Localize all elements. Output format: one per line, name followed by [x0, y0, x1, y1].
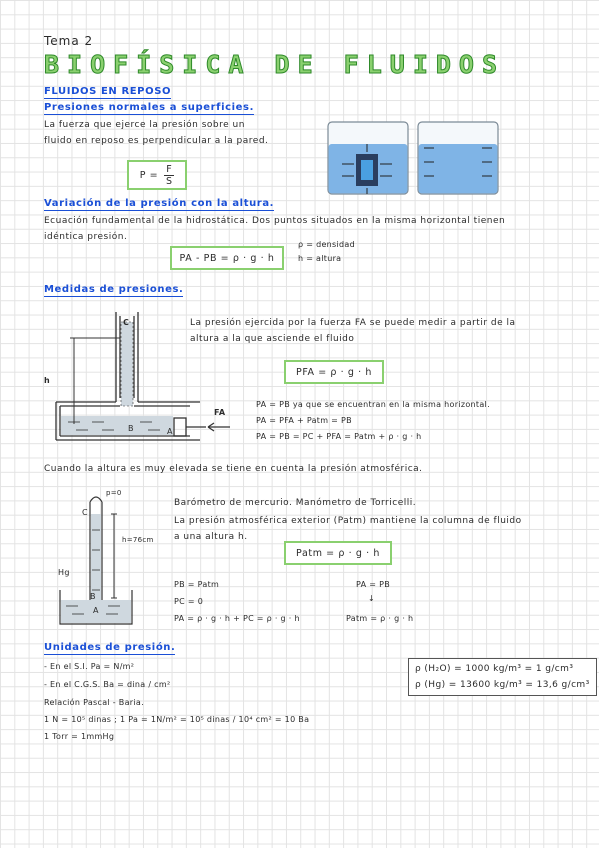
equation-line: PB = Patm	[174, 580, 220, 589]
formula-patm-box: Patm = ρ · g · h	[284, 541, 392, 565]
text-line: fluido en reposo es perpendicular a la pared.	[44, 136, 269, 146]
legend-height: h = altura	[298, 254, 342, 263]
density-water: ρ (H₂O) = 1000 kg/m³ = 1 g/cm³	[415, 664, 574, 674]
force-label-fa: FA	[214, 408, 226, 417]
fraction	[164, 164, 174, 187]
section-heading-unidades: Unidades de presión.	[44, 642, 176, 653]
manometer-diagram	[40, 308, 270, 448]
text-line: 1 Torr = 1mmHg	[44, 732, 115, 741]
text-line: Barómetro de mercurio. Manómetro de Torricelli.	[174, 498, 417, 508]
section-heading-medidas: Medidas de presiones.	[44, 284, 184, 295]
text-line: a una altura h.	[174, 532, 248, 542]
height-label-h: h	[44, 376, 50, 385]
text-line: - En el S.I. Pa = N/m²	[44, 662, 135, 671]
fraction-denominator: S	[165, 175, 173, 187]
label-hg: Hg	[58, 568, 70, 577]
section-heading-fluidos-en-reposo: FLUIDOS EN REPOSO	[44, 86, 172, 97]
equation-line: PA = PB ya que se encuentran en la misma horizontal.	[256, 400, 490, 409]
point-label-c: C	[123, 318, 130, 327]
text-line: Ecuación fundamental de la hidrostática. Dos puntos situados en la misma horizontal tienen	[44, 216, 506, 226]
text-line: Cuando la altura es muy elevada se tiene en cuenta la presión atmosférica.	[44, 464, 423, 474]
fraction-numerator: F	[166, 163, 173, 175]
formula-pfa-box: PFA = ρ · g · h	[284, 360, 384, 384]
text-line: altura a la que asciende el fluido	[190, 334, 355, 344]
equation-line: PA = ρ · g · h + PC = ρ · g · h	[174, 614, 300, 623]
density-table-box	[408, 658, 597, 696]
arrow-down-icon: ↓	[368, 594, 376, 603]
point-label-b: B	[90, 592, 96, 601]
equation-line: Patm = ρ · g · h	[346, 614, 414, 623]
formula-lhs: P =	[139, 169, 159, 181]
barometer-diagram	[56, 486, 146, 636]
formula-pressure-box	[127, 160, 187, 190]
legend-density: ρ = densidad	[298, 240, 355, 249]
equation-line: PA = PB	[356, 580, 390, 589]
text-line: Relación Pascal - Baria.	[44, 698, 144, 707]
beakers-illustration	[320, 118, 540, 200]
label-p0: p=0	[106, 489, 122, 497]
equation-line: PA = PB = PC + PFA = Patm + ρ · g · h	[256, 432, 422, 441]
beaker-left	[328, 122, 408, 194]
topic-number: Tema 2	[44, 34, 94, 48]
text-line: - En el C.G.S. Ba = dina / cm²	[44, 680, 171, 689]
section-heading-variacion: Variación de la presión con la altura.	[44, 198, 275, 209]
text-line: La fuerza que ejerce la presión sobre un	[44, 120, 245, 130]
point-label-a: A	[93, 606, 99, 615]
formula-hydrostatic-box: PA - PB = ρ · g · h	[170, 246, 284, 270]
text-line: 1 N = 10⁵ dinas ; 1 Pa = 1N/m² = 10⁵ dinas / 10⁴ cm² = 10 Ba	[44, 715, 310, 724]
page-title: BIOFÍSICA DE FLUIDOS	[44, 50, 506, 79]
text-line: La presión atmosférica exterior (Patm) mantiene la columna de fluido	[174, 516, 522, 526]
text-line: La presión ejercida por la fuerza FA se puede medir a partir de la	[190, 318, 516, 328]
text-line: idéntica presión.	[44, 232, 128, 242]
label-height-76cm: h=76cm	[122, 536, 154, 544]
point-label-c: C	[82, 508, 88, 517]
subheading-presiones-normales: Presiones normales a superficies.	[44, 102, 254, 113]
beaker-right	[418, 122, 498, 194]
point-label-b: B	[128, 424, 134, 433]
density-mercury: ρ (Hg) = 13600 kg/m³ = 13,6 g/cm³	[415, 680, 590, 690]
equation-line: PC = 0	[174, 597, 204, 606]
equation-line: PA = PFA + Patm = PB	[256, 416, 352, 425]
point-label-a: A	[167, 427, 173, 436]
